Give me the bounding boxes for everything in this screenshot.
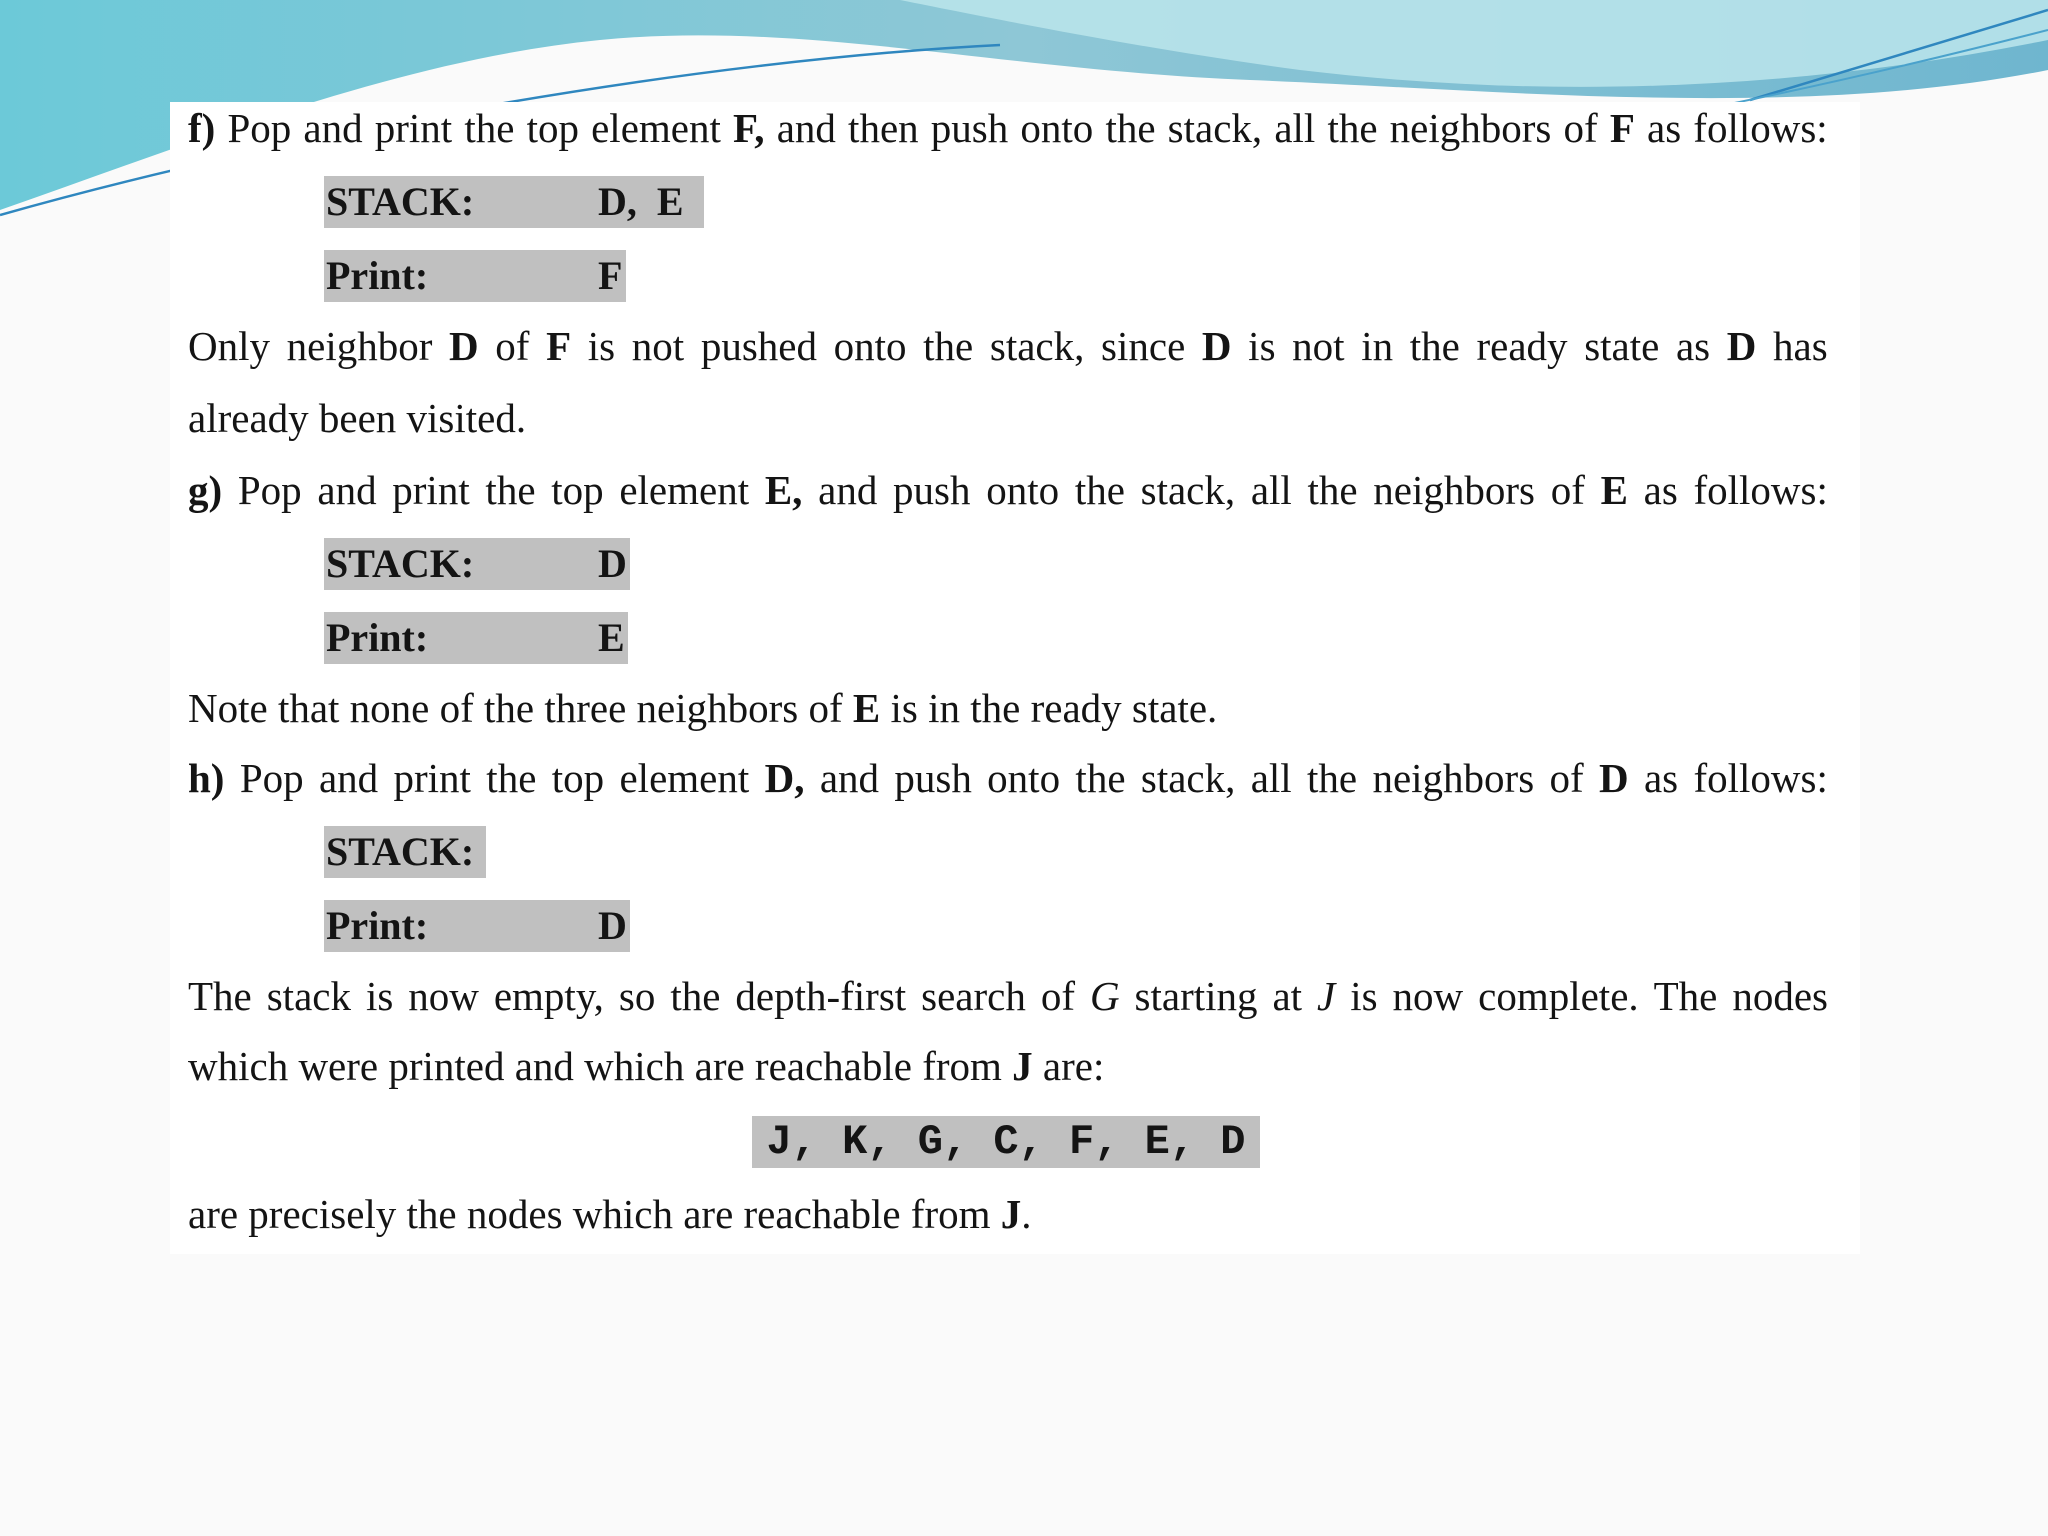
step-g-stack-row — [324, 538, 630, 590]
stack-value: D, E — [598, 179, 684, 224]
step-g-note — [188, 680, 1828, 736]
word: the — [486, 755, 537, 801]
conclusion-line2 — [188, 1038, 1828, 1094]
word: and — [819, 755, 880, 801]
step-h-heading — [188, 750, 1828, 806]
word: and — [303, 105, 363, 151]
word: D — [1726, 323, 1757, 369]
word: has — [1773, 323, 1828, 369]
word: not — [631, 323, 685, 369]
step-f-stack-row — [324, 176, 704, 228]
print-value: D — [598, 903, 627, 948]
word: in — [1361, 323, 1394, 369]
word: push — [893, 467, 971, 513]
word: complete. — [1478, 973, 1639, 1019]
step-f-note-line2 — [188, 390, 1828, 446]
word: the — [1409, 323, 1460, 369]
word: top — [551, 467, 604, 513]
word: Only — [188, 323, 270, 369]
step-f-heading — [188, 100, 1828, 156]
word: onto — [986, 467, 1060, 513]
word: since — [1101, 323, 1186, 369]
word: F, — [733, 105, 765, 151]
note-text: already been visited. — [188, 395, 527, 441]
stack-label: STACK: — [326, 541, 475, 586]
word: G — [1089, 973, 1120, 1019]
word: neighbor — [286, 323, 433, 369]
word: E — [1600, 467, 1628, 513]
word: neighbors — [1389, 105, 1552, 151]
word: g) — [188, 467, 223, 513]
conclusion-text: are precisely the nodes which are reachable from J. — [188, 1191, 1032, 1237]
word: the — [1327, 105, 1378, 151]
word: print — [393, 755, 471, 801]
word: onto — [1020, 105, 1094, 151]
word: empty, — [493, 973, 604, 1019]
print-label: Print: — [326, 615, 429, 660]
word: element — [591, 105, 721, 151]
word: as — [1643, 467, 1678, 513]
word: as — [1647, 105, 1682, 151]
word: follows: — [1693, 467, 1828, 513]
word: ready — [1476, 323, 1568, 369]
word: neighbors — [1373, 467, 1535, 513]
word: f) — [188, 105, 216, 151]
word: top — [551, 755, 605, 801]
word: onto — [833, 323, 907, 369]
word: of — [495, 323, 530, 369]
print-label: Print: — [326, 253, 429, 298]
word: and — [818, 467, 878, 513]
word: now — [1392, 973, 1464, 1019]
word: state — [1584, 323, 1660, 369]
word: the — [1307, 467, 1358, 513]
word: depth-first — [735, 973, 907, 1019]
word: follows: — [1693, 755, 1828, 801]
word: of — [1563, 105, 1598, 151]
word: top — [526, 105, 579, 151]
word: all — [1250, 755, 1292, 801]
word: h) — [188, 755, 225, 801]
print-value: E — [598, 615, 625, 660]
word: follows: — [1693, 105, 1828, 151]
word: E, — [764, 467, 803, 513]
word: the — [485, 467, 536, 513]
word: not — [1292, 323, 1345, 369]
word: the — [1074, 467, 1125, 513]
step-g-print-row — [324, 612, 628, 664]
word: push — [894, 755, 972, 801]
bold-token: J — [1000, 1191, 1022, 1237]
step-g-heading — [188, 462, 1828, 518]
stack-label: STACK: — [326, 179, 475, 224]
word: at — [1272, 973, 1303, 1019]
word: of — [1040, 973, 1075, 1019]
word: J — [1317, 973, 1336, 1019]
step-h-print-row — [324, 900, 630, 952]
word: F — [1609, 105, 1635, 151]
word: stack, — [1140, 755, 1236, 801]
note-text: Note that none of the three neighbors of E is in the ready state. — [188, 685, 1218, 731]
word: push — [930, 105, 1009, 151]
word: and — [776, 105, 836, 151]
word: print — [374, 105, 453, 151]
word: so — [618, 973, 656, 1019]
word: all — [1250, 467, 1292, 513]
word: starting — [1134, 973, 1258, 1019]
word: is — [1248, 323, 1276, 369]
word: now — [408, 973, 479, 1019]
conclusion-text: which were printed and which are reachable from J are: — [188, 1043, 1105, 1089]
word: is — [1350, 973, 1378, 1019]
word: the — [1075, 755, 1126, 801]
word: D — [1599, 755, 1629, 801]
word: of — [1549, 755, 1584, 801]
reachable-nodes-result: J, K, G, C, F, E, D — [752, 1116, 1260, 1168]
word: as — [1643, 755, 1679, 801]
word: The — [188, 973, 252, 1019]
word: then — [848, 105, 919, 151]
word: search — [921, 973, 1026, 1019]
word: neighbors — [1372, 755, 1535, 801]
word: pushed — [700, 323, 817, 369]
word: as — [1675, 323, 1711, 369]
word: of — [1550, 467, 1585, 513]
word: the — [1307, 755, 1358, 801]
word: is — [587, 323, 616, 369]
word: stack, — [1140, 467, 1236, 513]
word: the — [923, 323, 974, 369]
word: the — [670, 973, 721, 1019]
word: D, — [764, 755, 805, 801]
word: element — [619, 467, 750, 513]
bold-token: J — [1012, 1043, 1033, 1089]
word: F — [546, 323, 572, 369]
conclusion-final — [188, 1186, 1828, 1242]
word: The — [1653, 973, 1718, 1019]
conclusion-line1 — [188, 968, 1828, 1024]
step-f-note-line1 — [188, 318, 1828, 374]
word: onto — [987, 755, 1061, 801]
word: the — [1105, 105, 1156, 151]
bold-token: E — [852, 685, 881, 731]
word: and — [317, 467, 377, 513]
stack-label: STACK: — [326, 829, 475, 874]
word: stack, — [989, 323, 1085, 369]
word: element — [619, 755, 750, 801]
print-value: F — [598, 253, 623, 298]
word: D — [1201, 323, 1232, 369]
word: Pop — [237, 467, 302, 513]
word: nodes — [1732, 973, 1828, 1019]
step-h-stack-row — [324, 826, 486, 878]
word: and — [318, 755, 379, 801]
word: is — [365, 973, 394, 1019]
word: print — [392, 467, 470, 513]
stack-value: D — [598, 541, 627, 586]
word: all — [1274, 105, 1316, 151]
word: stack, — [1167, 105, 1263, 151]
word: stack — [266, 973, 351, 1019]
word: D — [449, 323, 479, 369]
word: Pop — [227, 105, 292, 151]
print-label: Print: — [326, 903, 429, 948]
word: Pop — [239, 755, 304, 801]
step-f-print-row — [324, 250, 626, 302]
word: the — [464, 105, 515, 151]
